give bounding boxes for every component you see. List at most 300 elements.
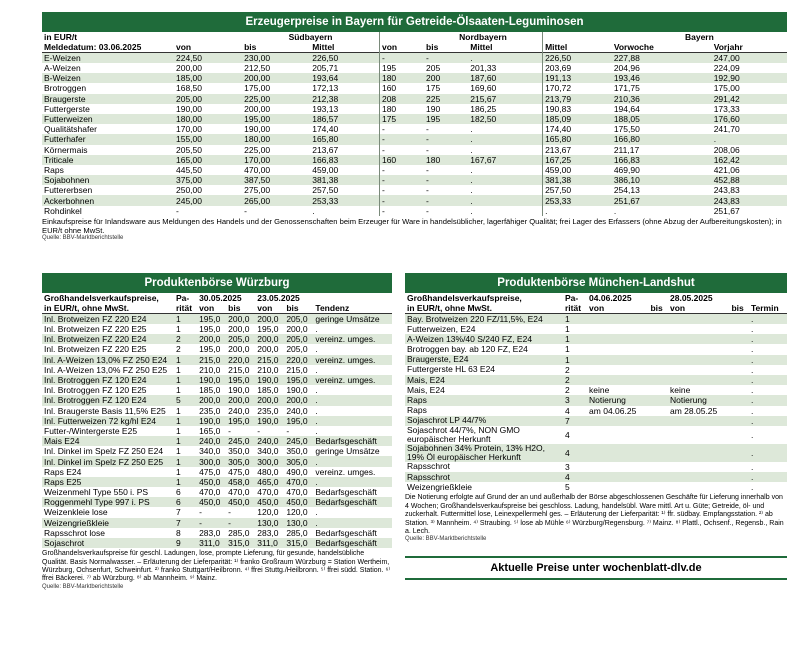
- cell-value: 1: [176, 385, 181, 396]
- row-label: Futtergerste HL 63 E24: [407, 364, 496, 375]
- cell-value: [668, 444, 729, 462]
- col-bis: bis: [226, 303, 255, 314]
- cell-value: [587, 426, 648, 444]
- table-row: [42, 94, 787, 104]
- cell-value: 200,0: [255, 334, 284, 344]
- row-label: A-Weizen 13%/40 S/240 FZ, E24: [405, 334, 563, 344]
- cell-value: [587, 375, 648, 385]
- head-unit: in EUR/t, ohne MwSt.: [42, 303, 174, 314]
- cell-value: 210,36: [612, 94, 712, 104]
- cell-value: 190,0: [197, 375, 226, 385]
- cell-value: -: [379, 53, 424, 64]
- cell-value: geringe Umsätze: [315, 446, 380, 457]
- cell-value: 6: [176, 487, 181, 498]
- table-row: [42, 375, 392, 385]
- cell-value: [729, 395, 749, 405]
- muenchen-table: [405, 293, 787, 492]
- cell-value: 190,0: [255, 416, 284, 426]
- cell-value: 1: [176, 324, 181, 335]
- group-bayern: Bayern: [612, 32, 787, 42]
- table-row: [42, 165, 787, 175]
- paritaet-label: rität: [563, 303, 587, 314]
- cell-value: 245,0: [284, 436, 313, 446]
- row-label: Futtererbsen: [44, 185, 93, 196]
- cell-value: 220,0: [284, 355, 313, 365]
- cell-value: 204,96: [613, 63, 640, 74]
- erzeugerpreise-table: [42, 32, 787, 216]
- cell-value: 465,0: [255, 477, 284, 487]
- cell-value: .: [750, 385, 754, 396]
- row-label: Sojabohnen 34% Protein, 13% H2O, 19% Öl europäischer Herkunft: [405, 444, 563, 462]
- cell-value: .: [750, 344, 754, 355]
- cell-value: 200,0: [228, 344, 250, 355]
- cell-value: 165,0: [199, 425, 221, 436]
- cell-value: 195,0: [199, 344, 221, 355]
- cell-value: 195,0: [226, 416, 255, 426]
- cell-value: .: [315, 425, 318, 436]
- row-label: Inl. Brotweizen FZ 220 E25: [44, 344, 147, 355]
- cell-value: -: [379, 185, 424, 195]
- cell-value: 283,0: [199, 527, 221, 538]
- table-row: [405, 462, 787, 472]
- cell-value: -: [379, 206, 424, 216]
- cell-value: vereinz. umges.: [315, 466, 376, 477]
- col-von: von: [668, 303, 729, 314]
- cell-value: .: [470, 185, 473, 196]
- cell-value: 1: [176, 425, 181, 436]
- cell-value: 283,0: [257, 527, 279, 538]
- cell-value: -: [379, 124, 424, 134]
- table-row: [42, 456, 392, 466]
- cell-value: -: [228, 425, 231, 436]
- cell-value: 168,50: [176, 83, 202, 94]
- col-von: von: [379, 42, 424, 53]
- row-label: Braugerste, E24: [405, 355, 563, 365]
- cell-value: 193,46: [612, 73, 712, 83]
- cell-value: -: [426, 164, 429, 175]
- cell-value: 240,0: [197, 436, 226, 446]
- cell-value: 167,67: [468, 155, 542, 165]
- cell-value: 171,75: [613, 83, 640, 94]
- cell-value: [729, 482, 749, 492]
- col-tendenz: Tendenz: [313, 303, 392, 314]
- footer-link[interactable]: Aktuelle Preise unter wochenblatt-dlv.de: [405, 556, 787, 580]
- cell-value: 120,0: [286, 507, 308, 518]
- cell-value: 190,0: [228, 385, 250, 396]
- cell-value: keine: [670, 385, 691, 396]
- cell-value: 3: [563, 395, 587, 405]
- wuerzburg-section: [42, 273, 392, 590]
- cell-value: 375,00: [174, 175, 242, 185]
- cell-value: [729, 365, 749, 375]
- row-label: Inl. Braugerste Basis 11,5% E25: [44, 405, 166, 416]
- table-row: [405, 375, 787, 385]
- cell-value: 195: [379, 63, 424, 73]
- row-label: Inl. Brotroggen FZ 120 E25: [44, 385, 147, 396]
- table-row: [42, 63, 787, 73]
- cell-value: 175: [379, 114, 424, 124]
- cell-value: -: [379, 165, 424, 175]
- cell-value: 1: [563, 314, 587, 325]
- cell-value: 160: [379, 83, 424, 93]
- cell-value: [587, 324, 648, 334]
- table-row: [42, 355, 392, 365]
- cell-value: 350,0: [228, 446, 250, 457]
- date-current: 30.05.2025: [197, 293, 255, 303]
- row-label: Qualitätshafer: [44, 124, 97, 135]
- meldedatum: Meldedatum: 03.06.2025: [42, 42, 174, 53]
- cell-value: 475,0: [228, 466, 250, 477]
- col-bis: bis: [284, 303, 313, 314]
- cell-value: 205: [426, 63, 441, 74]
- cell-value: 7: [176, 507, 181, 518]
- cell-value: 215,0: [228, 364, 250, 375]
- cell-value: 186,25: [470, 103, 497, 114]
- row-label: Raps E25: [42, 477, 174, 487]
- cell-value: .: [750, 324, 754, 335]
- cell-value: 166,83: [612, 155, 712, 165]
- cell-value: 185,00: [174, 73, 242, 83]
- cell-value: 227,88: [612, 53, 712, 64]
- cell-value: Notierung: [668, 395, 729, 405]
- cell-value: 195,0: [197, 314, 226, 325]
- cell-value: .: [750, 405, 754, 416]
- cell-value: 180: [379, 73, 424, 83]
- cell-value: 200,0: [226, 314, 255, 325]
- cell-value: .: [749, 355, 787, 365]
- cell-value: 265,00: [242, 195, 310, 205]
- cell-value: -: [286, 425, 290, 436]
- col-mittel: Mittel: [468, 42, 542, 53]
- cell-value: 210,0: [257, 364, 279, 375]
- cell-value: 450,0: [197, 477, 226, 487]
- cell-value: 175,00: [713, 83, 740, 94]
- cell-value: 2: [565, 364, 570, 375]
- cell-value: 469,90: [613, 164, 640, 175]
- table-row: [405, 344, 787, 354]
- row-label: Inl. Brotweizen FZ 220 E25: [44, 324, 147, 335]
- cell-value: 1: [176, 405, 181, 416]
- cell-value: -: [424, 175, 468, 185]
- table-row: [42, 395, 392, 405]
- cell-value: 240,0: [228, 405, 250, 416]
- cell-value: 254,13: [613, 185, 640, 196]
- table-row: [42, 73, 787, 83]
- row-label: Inl. Futterweizen 72 kg/hl E24: [42, 416, 174, 426]
- cell-value: 5: [174, 395, 197, 405]
- source-label: Quelle: BBV-Marktberichtstelle: [405, 536, 487, 543]
- cell-value: .: [543, 206, 612, 216]
- row-label: Rapsschrot: [405, 472, 563, 482]
- table-row: [42, 528, 392, 538]
- table-row: [42, 487, 392, 497]
- wuerzburg-note: Großhandelsverkaufspreise für geschl. Ladungen, lose, prompte Lieferung, für gesunde, handelsübliche Qualität. Basis Normalwasser. – Erläuterung der Lieferparität: ¹⁾ franko Großraum Würzburg = Station Wertheim, Würzburg, Ochsenfurt, Schweinfurt. ²⁾ franko Stuttgart/Heilbronn. ⁴⁾ ffrei Stuttg./Heilbronn. ⁵⁾ ffrei südd. Station. ⁶⁾ ffrei Bäckerei. ⁷⁾ ab Würzburg. ⁸⁾ ab Mannheim. ⁹⁾ Mainz.: [42, 550, 391, 583]
- head-unit: in EUR/t, ohne MwSt.: [405, 303, 563, 314]
- row-label: Raps E24: [44, 466, 82, 477]
- cell-value: [729, 462, 749, 472]
- cell-value: 155,00: [174, 134, 242, 144]
- cell-value: [587, 314, 648, 325]
- cell-value: 162,42: [712, 155, 787, 165]
- col-bis: bis: [242, 42, 310, 53]
- cell-value: [668, 344, 729, 354]
- erzeugerpreise-title: Erzeugerpreise in Bayern für Getreide-Ölsaaten-Leguminosen: [42, 12, 787, 32]
- row-label: Futterweizen: [42, 114, 174, 124]
- cell-value: .: [750, 461, 754, 472]
- cell-value: 200,0: [284, 395, 313, 405]
- table-row: [405, 334, 787, 344]
- cell-value: 165,80: [310, 134, 379, 144]
- table-row: [42, 104, 787, 114]
- row-label: Inl. Brotweizen FZ 220 E24: [42, 334, 174, 344]
- cell-value: [729, 334, 749, 344]
- col-bis: bis: [424, 42, 468, 53]
- cell-value: -: [228, 507, 231, 518]
- cell-value: 203,69: [543, 63, 612, 73]
- cell-value: .: [470, 164, 473, 175]
- col-mittel: Mittel: [310, 42, 379, 53]
- cell-value: 2: [563, 375, 587, 385]
- table-row: [42, 416, 392, 426]
- cell-value: 167,25: [543, 155, 612, 165]
- wuerzburg-title: Produktenbörse Würzburg: [42, 273, 392, 293]
- table-row: [42, 385, 392, 395]
- table-row: [42, 314, 392, 325]
- table-row: [42, 538, 392, 548]
- cell-value: 450,0: [226, 497, 255, 507]
- cell-value: 1: [176, 364, 181, 375]
- erzeugerpreise-section: [42, 12, 787, 241]
- cell-value: 190,00: [176, 103, 202, 114]
- cell-value: 1: [563, 334, 587, 344]
- cell-value: 470,00: [244, 164, 271, 175]
- row-label: Sojabohnen: [42, 175, 174, 185]
- cell-value: .: [750, 482, 754, 493]
- row-label: Weizengrießkleie: [407, 482, 473, 492]
- cell-value: -: [199, 507, 202, 518]
- cell-value: 175,00: [244, 83, 271, 94]
- cell-value: 225,00: [244, 144, 271, 155]
- cell-value: [648, 334, 668, 344]
- cell-value: [668, 355, 729, 365]
- cell-value: -: [426, 124, 429, 135]
- row-label: Rapsschrot lose: [44, 527, 105, 538]
- cell-value: 3: [565, 461, 570, 472]
- table-row: [405, 426, 787, 444]
- cell-value: 240,0: [255, 436, 284, 446]
- cell-value: [648, 385, 668, 395]
- cell-value: 205,00: [174, 94, 242, 104]
- table-row: [42, 155, 787, 165]
- cell-value: .: [712, 134, 787, 144]
- cell-value: [648, 472, 668, 482]
- cell-value: 1: [174, 416, 197, 426]
- cell-value: 195: [424, 114, 468, 124]
- cell-value: 247,00: [712, 53, 787, 64]
- cell-value: .: [315, 344, 318, 355]
- cell-value: 205,71: [312, 63, 339, 74]
- cell-value: 315,0: [284, 538, 313, 548]
- cell-value: [668, 314, 729, 325]
- cell-value: 450,0: [255, 497, 284, 507]
- cell-value: 213,67: [312, 144, 339, 155]
- cell-value: 195,0: [199, 324, 221, 335]
- cell-value: 8: [176, 527, 181, 538]
- cell-value: 300,0: [255, 456, 284, 466]
- cell-value: 1: [174, 314, 197, 325]
- row-label: Futterweizen, E24: [407, 324, 476, 334]
- cell-value: 452,88: [712, 175, 787, 185]
- cell-value: -: [426, 185, 429, 196]
- table-row: [42, 53, 787, 64]
- cell-value: 1: [563, 355, 587, 365]
- cell-value: 195,0: [284, 375, 313, 385]
- cell-value: 170,00: [242, 155, 310, 165]
- cell-value: 311,0: [255, 538, 284, 548]
- cell-value: 5: [565, 482, 570, 493]
- cell-value: -: [379, 195, 424, 205]
- cell-value: 305,0: [284, 456, 313, 466]
- table-row: [42, 446, 392, 456]
- col-von: von: [587, 303, 648, 314]
- row-label: Futter-/Wintergerste E25: [44, 425, 138, 436]
- cell-value: 213,67: [543, 145, 612, 155]
- cell-value: .: [313, 395, 392, 405]
- table-row: [42, 185, 787, 195]
- cell-value: 386,10: [612, 175, 712, 185]
- cell-value: [648, 365, 668, 375]
- cell-value: 130,0: [255, 518, 284, 528]
- table-row: [405, 385, 787, 395]
- row-label: Mais, E24: [407, 385, 445, 395]
- table-row: [42, 124, 787, 134]
- cell-value: 2: [176, 344, 181, 355]
- cell-value: am 04.06.25: [589, 405, 637, 416]
- row-label: Futtergerste: [44, 103, 90, 114]
- cell-value: 285,0: [286, 527, 308, 538]
- cell-value: 175,50: [613, 124, 640, 135]
- cell-value: -: [244, 205, 247, 216]
- cell-value: 193,13: [312, 103, 339, 114]
- cell-value: 224,09: [713, 63, 740, 74]
- cell-value: 1: [174, 375, 197, 385]
- cell-value: 459,00: [312, 164, 339, 175]
- cell-value: 2: [174, 334, 197, 344]
- date-previous: 28.05.2025: [668, 293, 749, 303]
- cell-value: vereinz. umges.: [313, 375, 392, 385]
- cell-value: 235,0: [257, 405, 279, 416]
- cell-value: 190,0: [286, 385, 308, 396]
- cell-value: .: [315, 405, 318, 416]
- col-von: von: [197, 303, 226, 314]
- row-label: B-Weizen: [42, 73, 174, 83]
- cell-value: 166,80: [612, 134, 712, 144]
- cell-value: 300,0: [197, 456, 226, 466]
- cell-value: .: [749, 416, 787, 426]
- cell-value: am 28.05.25: [670, 405, 718, 416]
- cell-value: 253,33: [310, 195, 379, 205]
- cell-value: [587, 462, 648, 472]
- date-previous: 23.05.2025: [255, 293, 313, 303]
- row-label: Inl. Brotroggen FZ 120 E24: [42, 395, 174, 405]
- cell-value: [729, 344, 749, 354]
- cell-value: 130,0: [284, 518, 313, 528]
- row-label: Brotroggen: [44, 83, 87, 94]
- table-row: [42, 365, 392, 375]
- cell-value: .: [313, 477, 392, 487]
- cell-value: [648, 426, 668, 444]
- cell-value: 200,00: [176, 63, 202, 74]
- cell-value: 253,33: [543, 195, 612, 205]
- cell-value: 1: [174, 456, 197, 466]
- table-row: [42, 344, 392, 354]
- cell-value: .: [315, 364, 318, 375]
- cell-value: 195,0: [226, 375, 255, 385]
- cell-value: 192,90: [712, 73, 787, 83]
- cell-value: 165,00: [174, 155, 242, 165]
- cell-value: 195,0: [257, 324, 279, 335]
- table-row: [42, 497, 392, 507]
- row-label: Inl. Dinkel im Spelz FZ 250 E25: [42, 456, 174, 466]
- cell-value: .: [315, 324, 318, 335]
- row-label: Rohdinkel: [44, 205, 82, 216]
- row-label: Sojaschrot LP 44/7%: [405, 416, 563, 426]
- row-label: Ackerbohnen: [42, 195, 174, 205]
- paritaet-label: Pa-: [174, 293, 197, 303]
- cell-value: .: [313, 456, 392, 466]
- table-row: [405, 482, 787, 492]
- paritaet-label: rität: [174, 303, 197, 314]
- cell-value: 215,0: [286, 364, 308, 375]
- cell-value: 190,83: [543, 104, 612, 114]
- cell-value: [648, 482, 668, 492]
- cell-value: 200,0: [228, 324, 250, 335]
- cell-value: 490,0: [286, 466, 308, 477]
- table-row: [405, 444, 787, 462]
- cell-value: [729, 406, 749, 416]
- cell-value: 251,67: [713, 205, 740, 216]
- cell-value: 205,0: [286, 344, 308, 355]
- cell-value: -: [226, 518, 255, 528]
- cell-value: 120,0: [257, 507, 279, 518]
- cell-value: 190: [426, 103, 441, 114]
- cell-value: [729, 314, 749, 325]
- cell-value: 245,0: [226, 436, 255, 446]
- unit-label: in EUR/t: [42, 32, 174, 42]
- cell-value: [668, 472, 729, 482]
- cell-value: [668, 426, 729, 444]
- cell-value: [668, 324, 729, 334]
- cell-value: 180: [424, 155, 468, 165]
- cell-value: 224,50: [174, 53, 242, 64]
- cell-value: [668, 334, 729, 344]
- row-label: Raps: [407, 405, 427, 416]
- cell-value: [729, 355, 749, 365]
- cell-value: 4: [563, 444, 587, 462]
- cell-value: keine: [589, 385, 610, 396]
- cell-value: 275,00: [244, 185, 271, 196]
- cell-value: [587, 482, 648, 492]
- cell-value: [587, 444, 648, 462]
- cell-value: 315,0: [226, 538, 255, 548]
- cell-value: .: [749, 395, 787, 405]
- table-row: [405, 395, 787, 405]
- cell-value: 421,06: [713, 164, 740, 175]
- table-row: [42, 114, 787, 124]
- cell-value: .: [312, 205, 315, 216]
- table-row: [42, 334, 392, 344]
- group-nord: Nordbayern: [424, 32, 543, 42]
